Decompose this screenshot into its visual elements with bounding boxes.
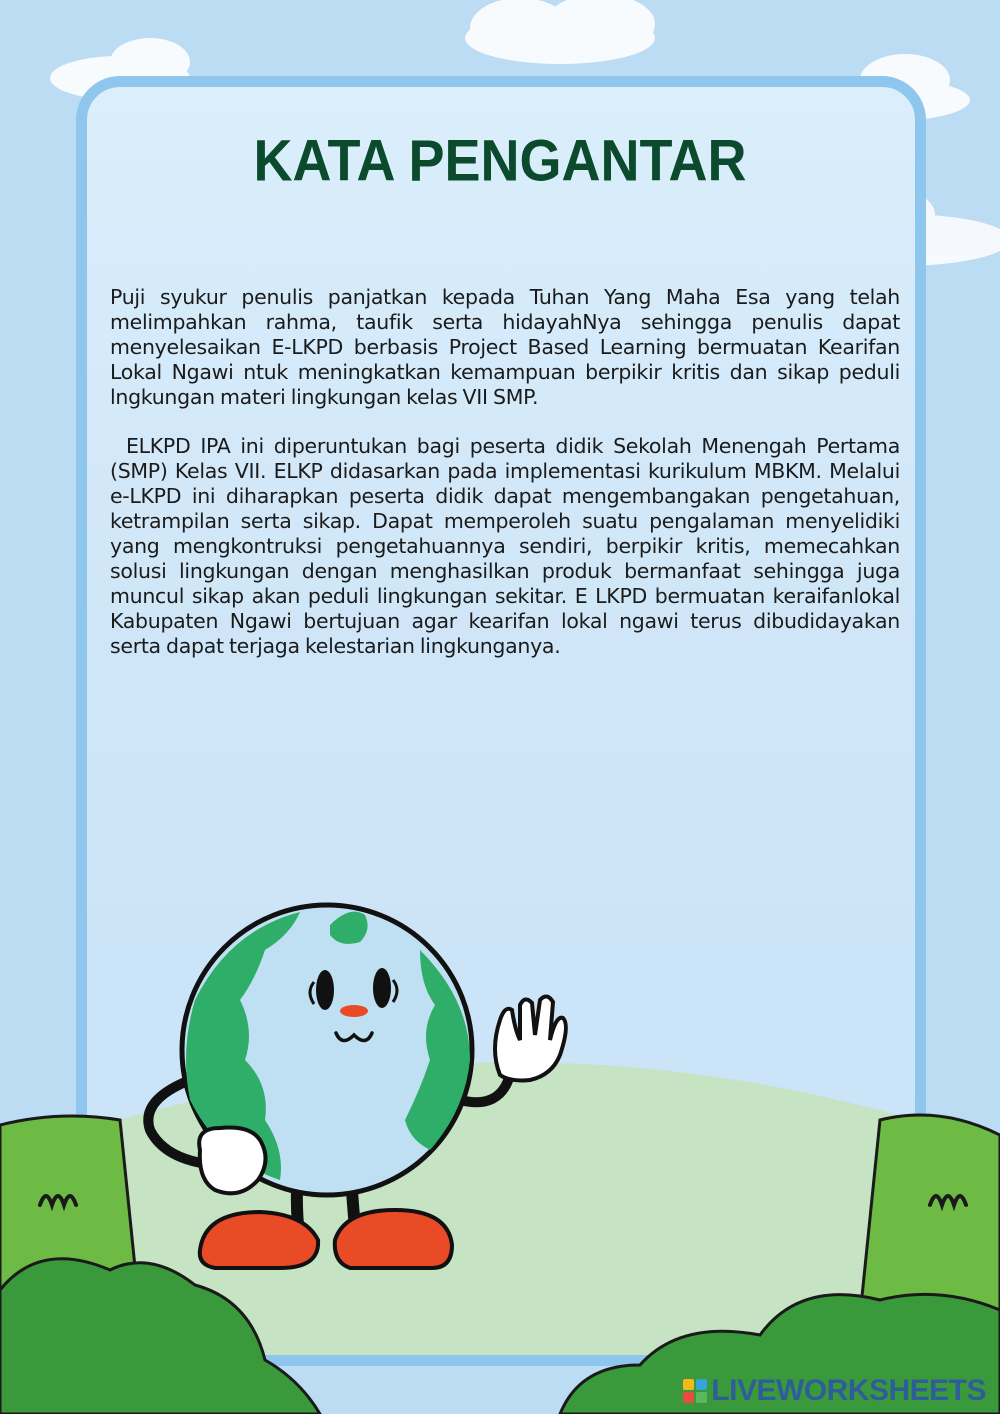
mascot-eye-right (373, 968, 391, 1008)
liveworksheets-logo-icon (683, 1379, 707, 1403)
paragraph-elkpd: ELKPD IPA ini diperuntukan bagi peserta didik Sekolah Menengah Pertama (SMP) Kelas VII. ELKP didasarkan pada implementasi kurikulum MBKM. Melalui e-LKPD ini diharapkan peserta didik dapat mengembangakan pengetahuan, ketrampilan serta sikap. Dapat memperoleh suatu pengalaman menyelidiki yang mengkontruksi pengetahuannya sendiri, berpikir kritis, memecahkan solusi lingkungan dengan menghasilkan produk bermanfaat sehingga juga muncul sikap akan peduli lingkungan sekitar. E LKPD bermuatan keraifanlokal Kabupaten Ngawi bertujuan agar kearifan lokal ngawi terus dibudidayakan serta dapat terjaga kelestarian lingkunganya. (110, 434, 900, 658)
mascot-eye-left (316, 970, 334, 1010)
logo-square-e (696, 1392, 707, 1403)
logo-square-i (696, 1379, 707, 1390)
mascot-nose (340, 1005, 368, 1017)
mascot-glove-left (199, 1128, 265, 1194)
body-text (110, 285, 900, 659)
watermark-text: LIVEWORKSHEETS (711, 1374, 986, 1407)
page-title: KATA PENGANTAR (253, 128, 747, 194)
mascot-shoe-left (200, 1212, 318, 1268)
paragraph-intro: Puji syukur penulis panjatkan kepada Tuhan Yang Maha Esa yang telah melimpahkan rahma, taufik serta hidayahNya sehingga penulis dapat menyelesaikan E-LKPD berbasis Project Based Learning bermuatan Kearifan Lokal Ngawi ntuk meningkatkan kemampuan berpikir kritis dan sikap peduli lngkungan materi lingkungan kelas VII SMP. (110, 285, 900, 409)
logo-square-v (683, 1392, 694, 1403)
liveworksheets-watermark (683, 1374, 986, 1408)
logo-square-l (683, 1379, 694, 1390)
mascot-shoe-right (335, 1210, 452, 1268)
